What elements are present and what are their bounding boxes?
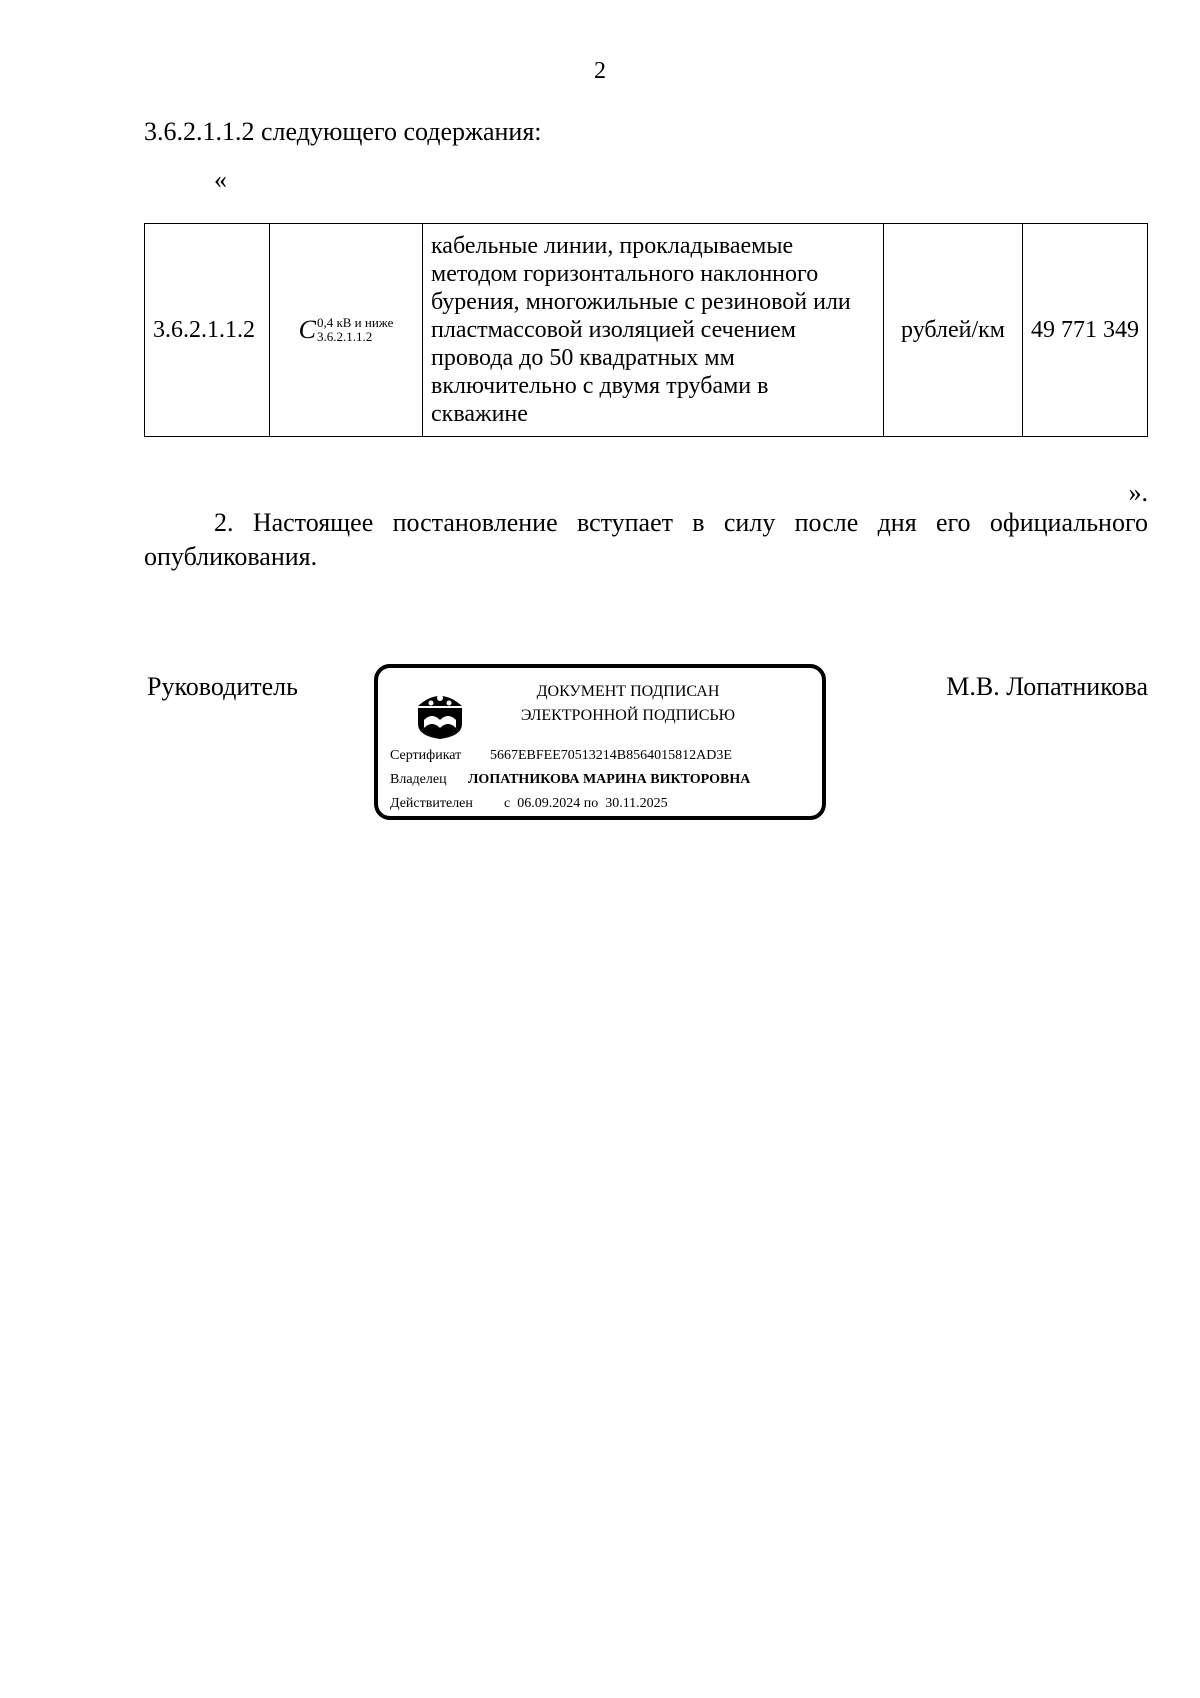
certificate-value: 5667EBFEE70513214B8564015812AD3E [490,748,732,763]
rate-symbol-base: C [298,315,316,344]
item-number-cell: 3.6.2.1.1.2 [145,224,270,437]
rate-symbol-superscript: 0,4 кВ и ниже [316,315,394,330]
description-line: провода до 50 квадратных мм [431,345,735,371]
description-cell [423,224,884,437]
stamp-heading [478,680,778,728]
amendment-intro: 3.6.2.1.1.2 следующего содержания: [144,117,542,146]
value-cell: 49 771 349 [1023,224,1148,437]
page-number: 2 [594,58,606,84]
rate-symbol-cell [270,224,423,437]
table-row [145,224,1148,437]
description-line: скважине [431,401,528,427]
rate-symbol [278,316,414,344]
owner-row [390,772,750,788]
owner-label: Владелец [390,772,447,787]
validity-label: Действителен [390,796,473,811]
validity-row [390,796,668,812]
owner-value: ЛОПАТНИКОВА МАРИНА ВИКТОРОВНА [468,772,751,787]
certificate-label: Сертификат [390,748,462,763]
coat-of-arms-icon [414,684,466,740]
effective-date-paragraph: 2. Настоящее постановление вступает в силу после дня его официального опубликования. [144,508,1148,571]
electronic-signature-stamp [374,664,826,820]
certificate-row [390,748,732,764]
description-line: включительно с двумя трубами в [431,373,769,399]
closing-quote: ». [1128,478,1148,507]
signer-title: Руководитель [147,672,298,701]
rate-symbol-subscript: 3.6.2.1.1.2 [316,329,373,344]
validity-value: с 06.09.2024 по 30.11.2025 [504,796,668,811]
stamp-heading-line-2: ЭЛЕКТРОННОЙ ПОДПИСЬЮ [520,707,736,724]
description-line: методом горизонтального наклонного [431,261,819,287]
description-line: пластмассовой изоляцией сечением [431,317,796,343]
stamp-heading-line-1: ДОКУМЕНТ ПОДПИСАН [536,683,720,700]
description-line: кабельные линии, прокладываемые [431,233,794,259]
signer-name: М.В. Лопатникова [946,672,1148,701]
opening-quote: « [214,165,227,194]
description-line: бурения, многожильные с резиновой или [431,289,851,315]
rate-symbol-scripts [317,316,393,344]
tariff-table [144,223,1148,437]
unit-cell: рублей/км [884,224,1023,437]
